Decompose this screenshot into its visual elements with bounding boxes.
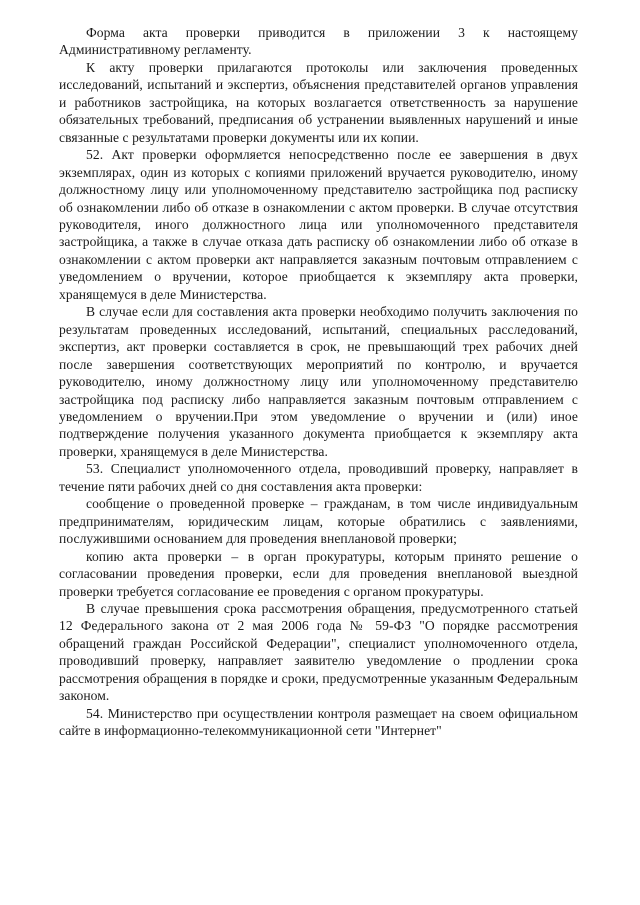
paragraph-term-extension: В случае превышения срока рассмотрения обращения, предусмотренного статьей 12 Федерального закона от 2 мая 2006 года № 59-ФЗ "О порядке рассмотрения обращений граждан Российской Федерации", специалист уполномоченного отдела, проводивший проверку, направляет заявителю уведомление о продлении срока рассмотрения обращения в порядке и сроки, предусмотренные указанным Федеральным законом. — [59, 600, 578, 704]
document-body — [59, 24, 578, 740]
paragraph-52: 52. Акт проверки оформляется непосредственно после ее завершения в двух экземплярах, один из которых с копиями приложений вручается руководителю, иному должностному лицу или уполномоченному представителю застройщика под расписку об ознакомлении либо об отказе в ознакомлении с актом проверки. В случае отсутствия руководителя, иного должностного лица или уполномоченного представителя застройщика, а также в случае отказа дать расписку об ознакомлении либо об отказе в ознакомлении с актом проверки акт направляется заказным почтовым отправлением с уведомлением о вручении, которое приобщается к экземпляру акта проверки, хранящемуся в деле Министерства. — [59, 147, 578, 302]
paragraph-notice-to-applicants: сообщение о проведенной проверке – гражданам, в том числе индивидуальным предпринимателям, юридическим лицам, которые обратились с заявлениями, послужившими основанием для проведения внеплановой проверки; — [59, 496, 578, 547]
paragraph-copy-to-prosecutor: копию акта проверки – в орган прокуратуры, которым принято решение о согласовании проведения проверки, если для проведения внеплановой выездной проверки требуется согласование ее проведения с органом прокуратуры. — [59, 548, 578, 599]
paragraph-act-attachments: К акту проверки прилагаются протоколы или заключения проведенных исследований, испытаний и экспертиз, объяснения представителей органов управления и работников застройщика, на которых возлагается ответственность за нарушение обязательных требований, предписания об устранении выявленных нарушений и иные связанные с результатами проверки документы или их копии. — [59, 59, 578, 145]
paragraph-53: 53. Специалист уполномоченного отдела, проводивший проверку, направляет в течение пяти рабочих дней со дня составления акта проверки: — [59, 461, 578, 494]
paragraph-54: 54. Министерство при осуществлении контроля размещает на своем официальном сайте в информационно-телекоммуникационной сети "Интернет" — [59, 705, 578, 739]
paragraph-expert-conclusions: В случае если для составления акта проверки необходимо получить заключения по результатам проведенных исследований, испытаний, специальных расследований, экспертиз, акт проверки составляется в срок, не превышающий трех рабочих дней после завершения соответствующих мероприятий по контролю, и вручается руководителю, иному должностному лицу или уполномоченному представителю застройщика под расписку либо направляется заказным почтовым отправлением с уведомлением о вручении.При этом уведомление о вручении и (или) иное подтверждение получения указанного документа приобщается к экземпляру акта проверки, хранящемуся в деле Министерства. — [59, 304, 578, 459]
paragraph-act-form: Форма акта проверки приводится в приложении 3 к настоящему Административному регламенту. — [59, 25, 578, 58]
